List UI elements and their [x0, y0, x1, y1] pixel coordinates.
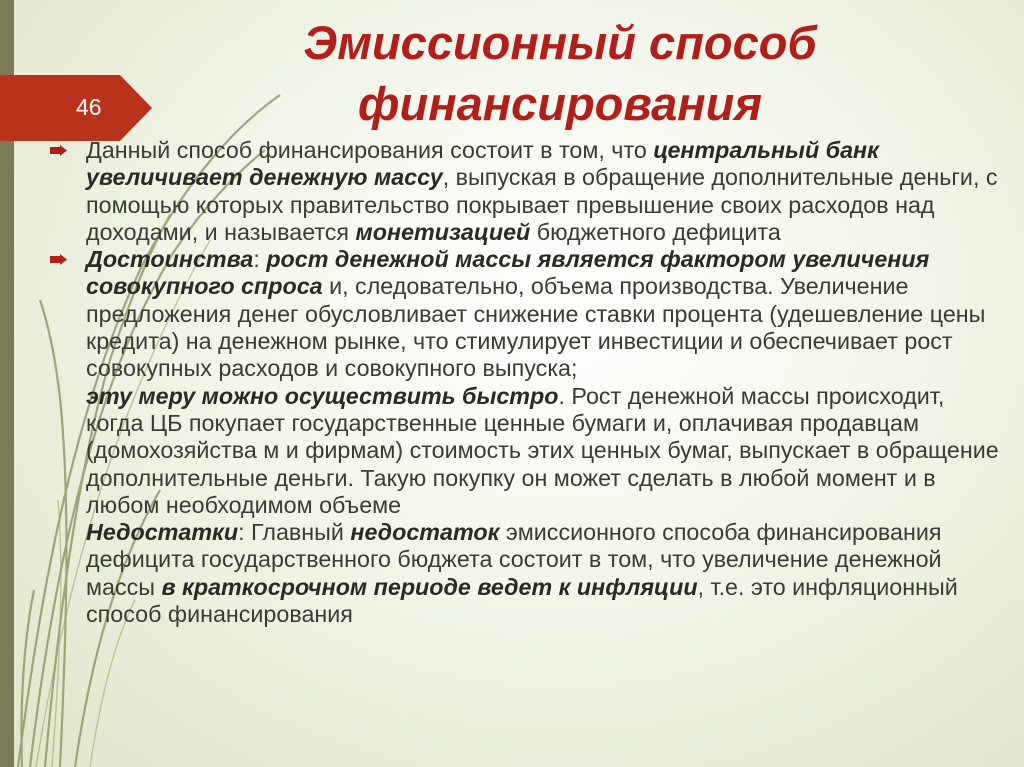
advantages-label: Достоинства	[86, 246, 254, 273]
emphasis-money-growth: рост денежной массы является фактором увеличения совокупного спроса	[86, 246, 930, 300]
slide-title	[180, 12, 940, 134]
slide-title-line2: финансирования	[357, 77, 763, 130]
slide-content	[50, 137, 1005, 628]
slide-title-line1: Эмиссионный способ	[303, 16, 817, 69]
emphasis-quick-measure: эту меру можно осуществить быстро	[86, 382, 559, 409]
paragraph-method: Данный способ финансирования состоит в том, что центральный банк увеличивает денежную массу, выпуская в обращение дополнительные деньги, с помощью которых правительство покрывает превышение своих расходов над доходами, и называется монетизацией бюджетного дефицита	[50, 137, 1005, 246]
emphasis-monetization: монетизацией	[355, 218, 531, 245]
arrow-bullet-icon	[50, 254, 67, 265]
emphasis-inflation: в краткосрочном периоде ведет к инфляции	[161, 573, 698, 600]
emphasis-central-bank: центральный банк увеличивает денежную массу	[86, 137, 879, 191]
disadvantages-label: Недостатки	[86, 519, 239, 546]
emphasis-drawback: недостаток	[350, 519, 500, 546]
paragraph-disadvantages: Недостатки: Главный недостаток эмиссионного способа финансирования дефицита государственного бюджета состоит в том, что увеличение денежной массы в краткосрочном периоде ведет к инфляции, т.е. это инфляционный способ финансирования	[86, 519, 958, 628]
slide-number: 46	[76, 94, 102, 120]
arrow-bullet-icon	[50, 145, 67, 156]
paragraph-advantages: Достоинства: рост денежной массы является фактором увеличения совокупного спроса и, следовательно, объема производства. Увеличение предложения денег обусловливает снижение ставки процента (удешевление цены кредита) на денежном рынке, что стимулирует инвестиции и обеспечивает рост совокупных расходов и совокупного выпуска;	[50, 246, 1005, 382]
paragraph-speed: эту меру можно осуществить быстро. Рост денежной массы происходит, когда ЦБ покупает государственные ценные бумаги и, оплачивая продавцам (домохозяйства м и фирмам) стоимость этих ценных бумаг, выпускает в обращение дополнительные деньги. Такую покупку он может сделать в любой момент и в любом необходимом объеме	[86, 382, 999, 518]
